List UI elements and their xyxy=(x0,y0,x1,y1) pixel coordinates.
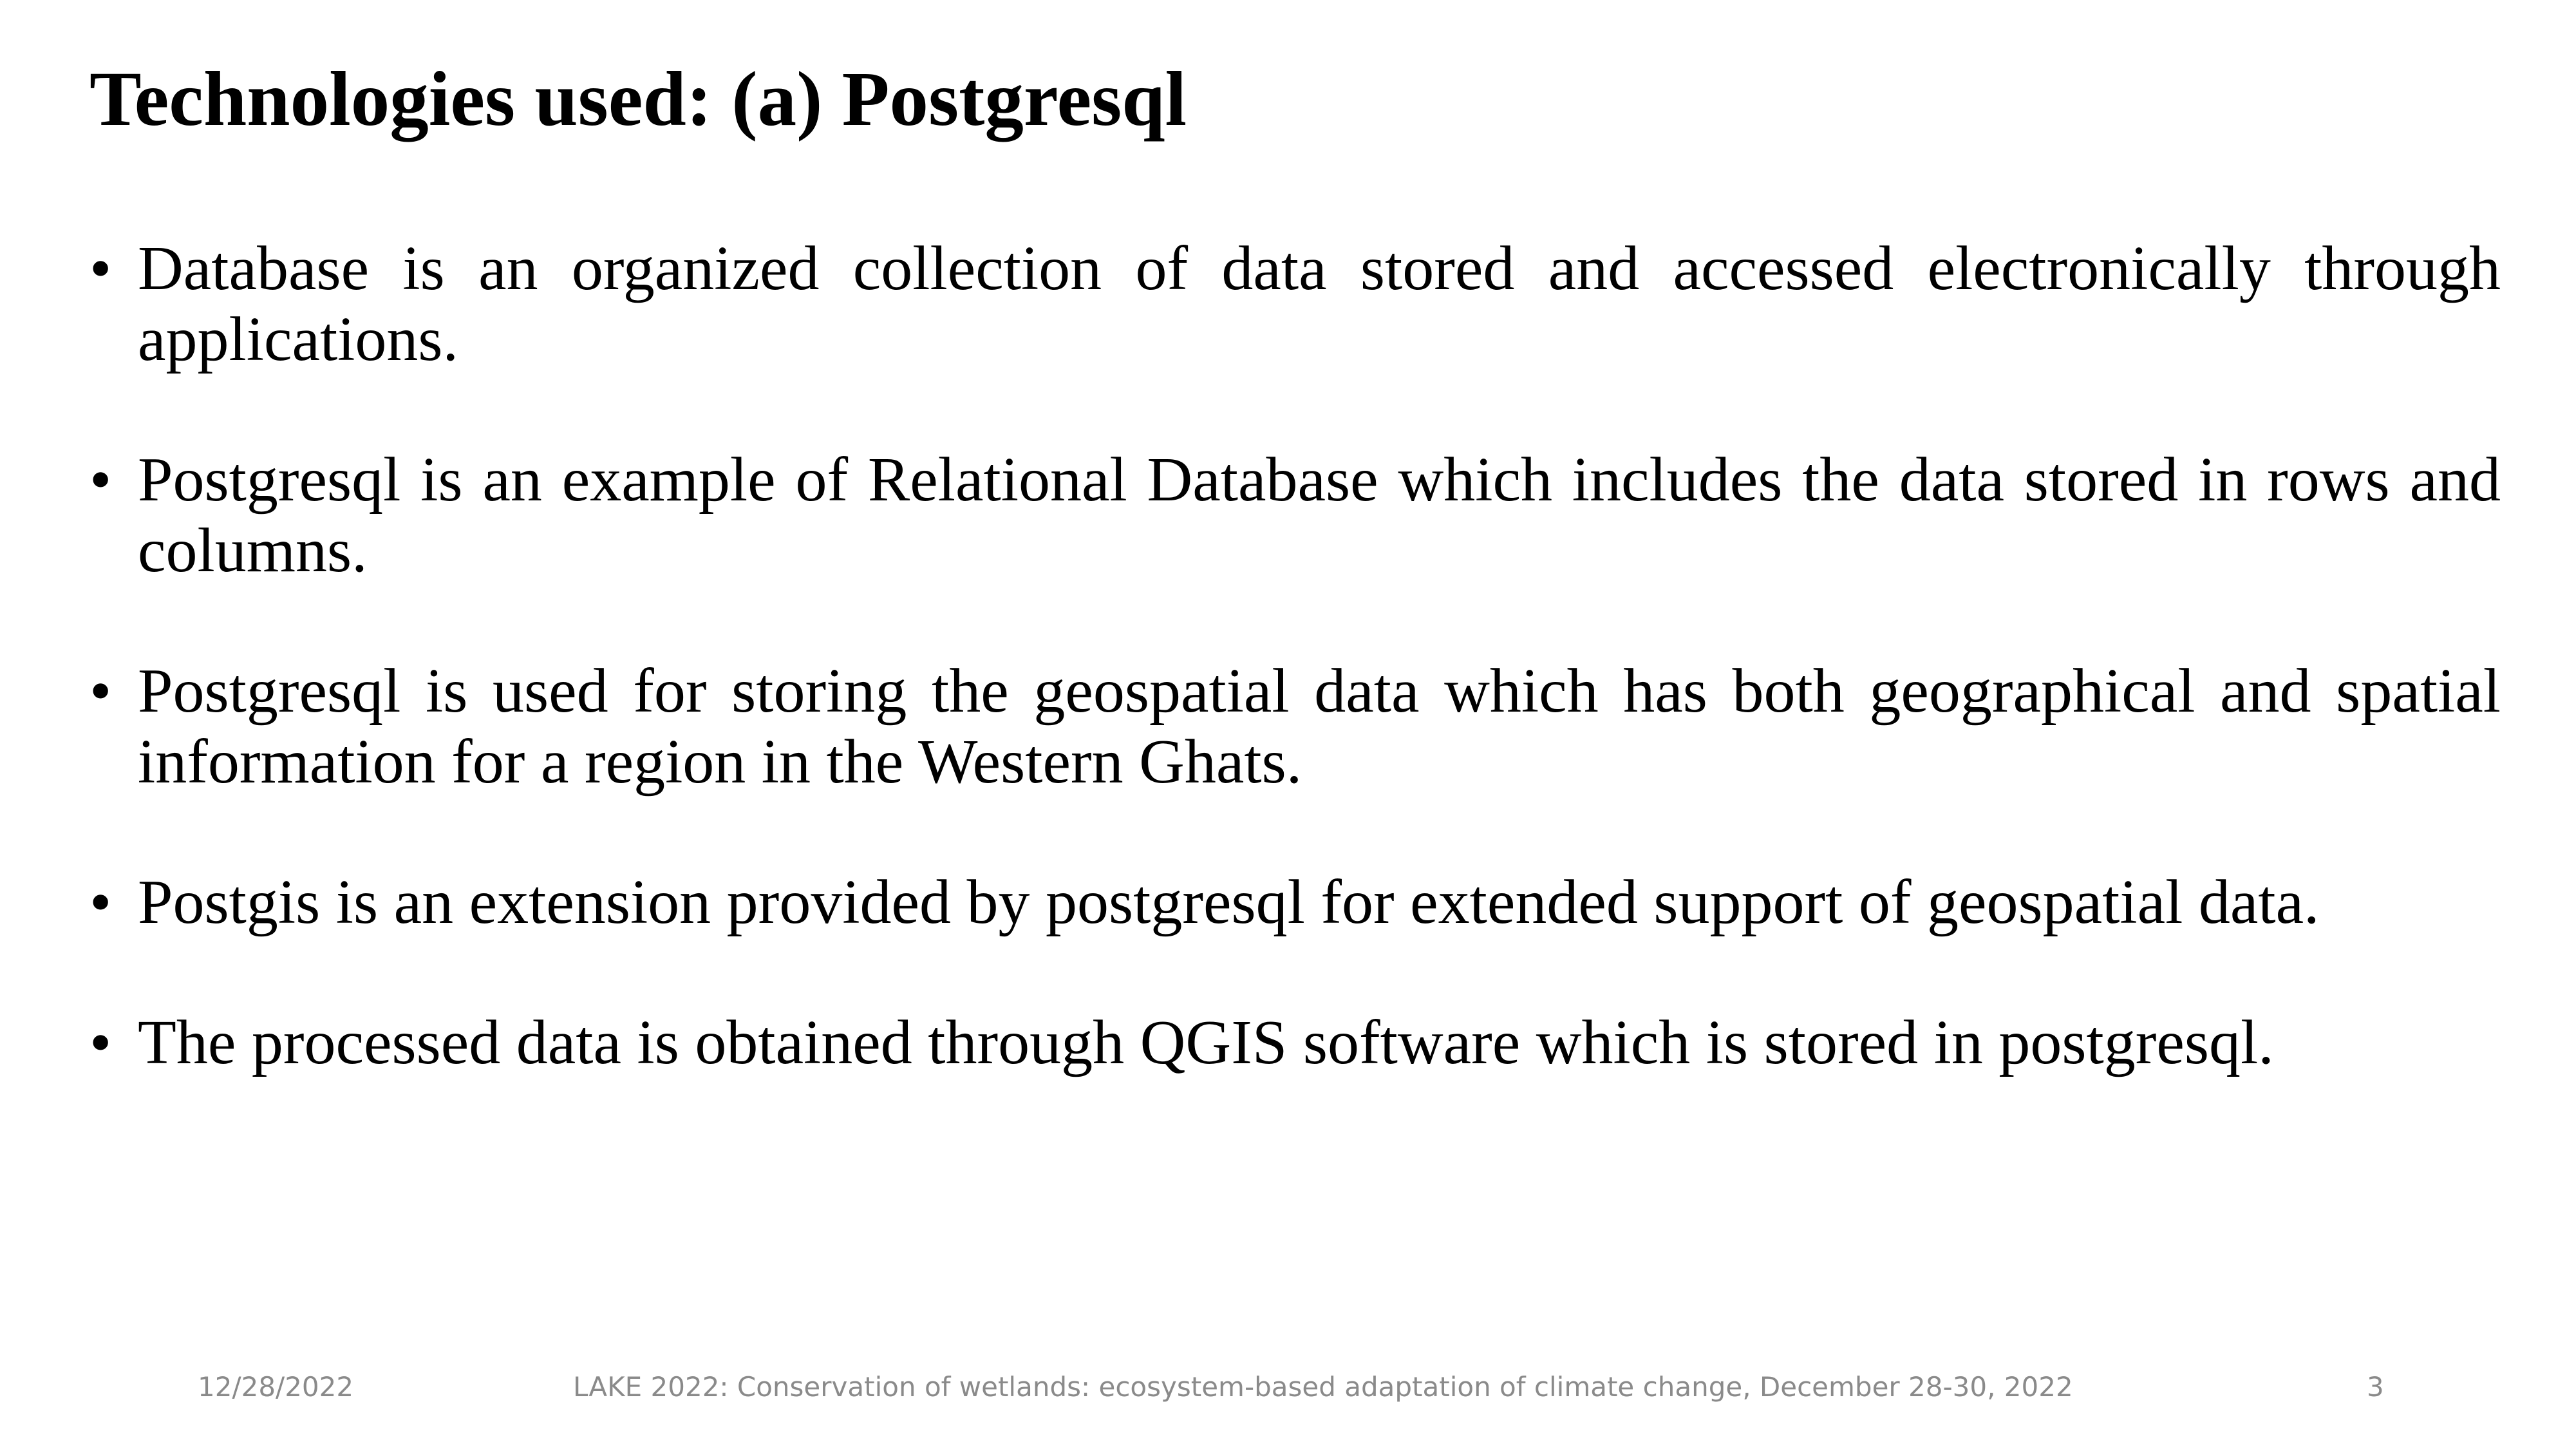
bullet-item xyxy=(89,1007,2501,1078)
bullet-item xyxy=(89,656,2501,797)
bullet-marker: • xyxy=(89,867,112,937)
bullet-marker: • xyxy=(89,234,112,303)
bullet-item xyxy=(89,233,2501,375)
bullet-text: The processed data is obtained through QGIS software which is stored in postgresql. xyxy=(138,1008,2274,1077)
bullet-marker: • xyxy=(89,656,112,726)
bullet-marker: • xyxy=(89,445,112,515)
footer-page-number: 3 xyxy=(2367,1371,2384,1403)
bullet-item xyxy=(89,444,2501,586)
footer-date: 12/28/2022 xyxy=(198,1371,354,1403)
bullet-text: Database is an organized collection of data stored and accessed electronically through applications. xyxy=(138,234,2501,374)
bullet-marker: • xyxy=(89,1008,112,1077)
footer-conference-title: LAKE 2022: Conservation of wetlands: ecosystem-based adaptation of climate change, December 28-30, 2022 xyxy=(573,1371,2073,1403)
slide-title: Technologies used: (a) Postgresql xyxy=(89,56,1187,142)
bullet-text: Postgresql is an example of Relational Database which includes the data stored in rows and columns. xyxy=(138,445,2501,585)
bullet-list xyxy=(89,233,2501,1148)
bullet-text: Postgresql is used for storing the geospatial data which has both geographical and spatial information for a region in the Western Ghats. xyxy=(138,656,2501,797)
bullet-item xyxy=(89,867,2501,938)
bullet-text: Postgis is an extension provided by postgresql for extended support of geospatial data. xyxy=(138,867,2320,937)
